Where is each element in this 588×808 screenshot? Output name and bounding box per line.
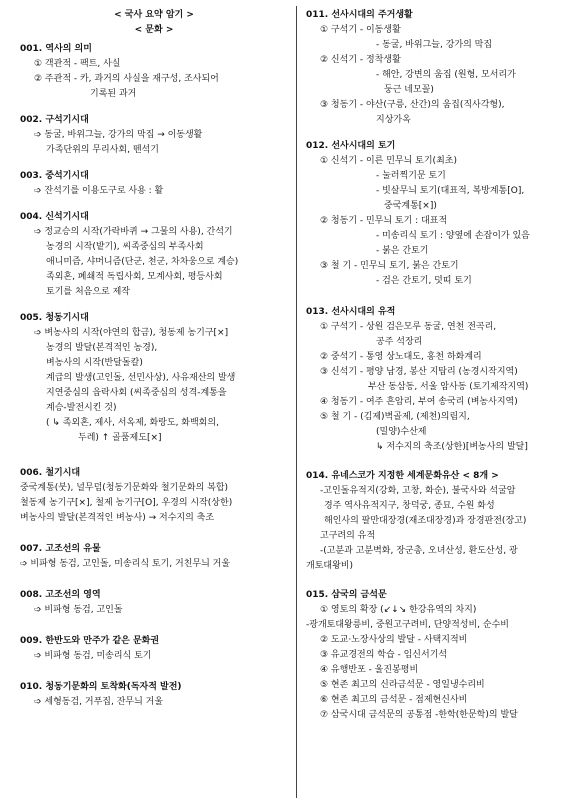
- text-line: 애니미즘, 샤머니즘(단군, 천군, 차차웅으로 계승): [46, 257, 239, 267]
- section-009: [20, 634, 288, 664]
- text-line: ③ 유교경전의 학습 - 임신서기석: [320, 650, 448, 660]
- text-line: 공주 석장리: [376, 337, 423, 347]
- section-011: [306, 8, 576, 128]
- text-line: 가족단위의 무리사회, 뗀석기: [46, 145, 159, 155]
- text-line: 계승-발전시킨 것): [46, 403, 117, 413]
- section-title: 008. 고조선의 영역: [20, 590, 101, 600]
- text-line: ➩ 세형동검, 거푸집, 잔무늬 거울: [34, 697, 164, 707]
- text-line: ② 도교·노장사상의 발달 - 사택지적비: [320, 635, 468, 645]
- section-001: [20, 42, 288, 102]
- text-line: - 눌러찍기문 토기: [376, 171, 446, 181]
- document-title: < 국사 요약 암기 >: [114, 10, 194, 20]
- text-line: ➩ 비파형 동검, 고인돌: [34, 605, 123, 615]
- section-008: [20, 588, 288, 618]
- text-line: 벼농사의 시작(반달돌칼): [46, 358, 143, 368]
- document-subtitle: < 문화 >: [134, 25, 174, 35]
- text-line: ② 청동기 - 민무늬 토기 : 대표적: [320, 216, 448, 226]
- section-title: 013. 선사시대의 유적: [306, 307, 396, 317]
- section-title: 005. 청동기시대: [20, 313, 89, 323]
- text-line: - 동굴, 바위그늘, 강가의 막집: [376, 40, 493, 50]
- text-line: ⑤ 철 기 - (김제)벽골제, (제천)의림지,: [320, 412, 470, 422]
- section-015: [306, 588, 576, 723]
- text-line: ① 구석기 - 이동생활: [320, 25, 401, 35]
- text-line: 개토대왕비): [306, 561, 353, 571]
- section-title: 015. 삼국의 금석문: [306, 590, 387, 600]
- section-title: 004. 신석기시대: [20, 212, 89, 222]
- section-title: 006. 철기시대: [20, 468, 81, 478]
- text-line: ① 객관적 - 팩트, 사실: [34, 59, 121, 69]
- text-line: ③ 청동기 - 야산(구릉, 산간)의 움집(직사각형),: [320, 100, 505, 110]
- text-line: 계급의 발생(고인돌, 선민사상), 사유재산의 발생: [46, 373, 236, 383]
- section-014: [306, 469, 576, 574]
- section-title: 009. 한반도와 만주가 같은 문화권: [20, 636, 160, 646]
- text-line: 고구려의 유적: [320, 531, 376, 541]
- section-title: 003. 중석기시대: [20, 171, 89, 181]
- text-line: ② 주관적 - 카, 과거의 사실을 재구성, 조사되어: [34, 74, 219, 84]
- text-line: 지연중심의 읍락사회 (씨족중심의 성격-계통을: [46, 388, 227, 398]
- text-line: ④ 청동기 - 여주 흔암리, 부여 송국리 (벼농사지역): [320, 397, 518, 407]
- text-line: - 빗살무늬 토기(대표적, 복방계통[O],: [376, 186, 525, 196]
- text-line: ① 구석기 - 상원 검은모루 동굴, 연천 전곡리,: [320, 322, 497, 332]
- text-line: 기록된 과거: [90, 89, 137, 99]
- section-title: 002. 구석기시대: [20, 115, 89, 125]
- section-title: 010. 청동기문화의 토착화(독자적 발전): [20, 682, 182, 692]
- section-title: 001. 역사의 의미: [20, 44, 92, 54]
- section-title: 014. 유네스코가 지정한 세계문화유산 < 8개 >: [306, 471, 499, 481]
- text-line: ➩ 잔석기를 이용도구로 사용 : 활: [34, 186, 164, 196]
- section-003: [20, 169, 288, 199]
- text-line: ➩ 정교승의 시작(가락바퀴 → 그물의 사용), 간석기: [34, 227, 233, 237]
- text-line: - 해안, 강변의 움집 (원형, 모서리가: [376, 70, 516, 80]
- section-005: [20, 311, 288, 446]
- text-line: 농경의 발달(본격적인 농경),: [46, 343, 158, 353]
- text-line: ➩ 동굴, 바위그늘, 강가의 막집 → 이동생활: [34, 130, 203, 140]
- text-line: ➩ 비파형 동검, 미송리식 토기: [34, 651, 152, 661]
- section-013: [306, 305, 576, 455]
- text-line: - 미송리식 토기 : 양옆에 손잡이가 있음: [376, 231, 530, 241]
- section-012: [306, 139, 576, 289]
- left-column: [20, 8, 288, 710]
- section-title: 011. 선사시대의 주거생활: [306, 10, 413, 20]
- text-line: ⑥ 현존 최고의 금석문 - 점제현신사비: [320, 695, 468, 705]
- column-divider: [296, 6, 297, 798]
- text-line: ③ 신석기 - 평양 남경, 봉산 지탑리 (농경시작지역): [320, 367, 518, 377]
- text-line: ① 영토의 확장 (↙↓↘ 한강유역의 차지): [320, 605, 477, 615]
- section-002: [20, 113, 288, 158]
- section-006: [20, 466, 288, 526]
- text-line: - 붉은 간토기: [376, 246, 429, 256]
- text-line: ① 신석기 - 이른 민무늬 토기(최초): [320, 156, 457, 166]
- text-line: ② 신석기 - 정착생활: [320, 55, 401, 65]
- text-line: ➩ 벼농사의 시작(야연의 합금), 청동제 농기구[×]: [34, 328, 229, 338]
- section-007: [20, 542, 288, 572]
- text-line: 두레) ↑ 골품제도[×]: [78, 433, 162, 443]
- text-line: 철동제 농기구[×], 철제 농기구[O], 우경의 시작(상한): [20, 498, 233, 508]
- text-line: -(고분과 고분벽화, 장군총, 오녀산성, 환도산성, 광: [320, 546, 518, 556]
- text-line: -고인돌유적지(강화, 고창, 화순), 불국사와 석굴암: [320, 486, 516, 496]
- text-line: (밀양)수산제: [376, 427, 427, 437]
- section-title: 012. 선사시대의 토기: [306, 141, 396, 151]
- right-column: [306, 8, 576, 723]
- text-line: ⑤ 현존 최고의 신라금석문 - 영일냉수리비: [320, 680, 485, 690]
- text-line: 경주 역사유적지구, 창덕궁, 종묘, 수원 화성: [324, 501, 495, 511]
- text-line: 중국계통[×]): [384, 201, 437, 211]
- text-line: 해인사의 팔만대장경(재조대장경)과 장경판전(장고): [324, 516, 527, 526]
- text-line: - 검은 간토기, 덧띠 토기: [376, 276, 472, 286]
- text-line: 농경의 시작(밭기), 씨족중심의 부족사회: [46, 242, 204, 252]
- text-line: ( ↳ 족외혼, 제사, 서옥제, 화랑도, 화백회의,: [46, 418, 219, 428]
- text-line: 족외혼, 폐쇄적 독립사회, 모계사회, 평등사회: [46, 272, 223, 282]
- text-line: -광개토대왕릉비, 중원고구려비, 단양적성비, 순수비: [306, 620, 509, 630]
- text-line: ➩ 비파형 동검, 고인돌, 미송리식 토기, 거친무늬 거울: [20, 559, 231, 569]
- text-line: 둥근 네모꼴): [384, 85, 434, 95]
- text-line: ④ 유행반포 - 울진봉평비: [320, 665, 419, 675]
- text-line: 중국계통(붓), 널무덤(청동기문화와 철기문화의 복합): [20, 483, 229, 493]
- text-line: ⑦ 삼국시대 금석문의 공통점 -한학(한문학)의 발달: [320, 710, 518, 720]
- text-line: 지상가옥: [376, 115, 411, 125]
- text-line: ③ 철 기 - 민무늬 토기, 붉은 간토기: [320, 261, 459, 271]
- text-line: ↳ 저수지의 축조(상한)[벼농사의 발달]: [376, 442, 528, 452]
- text-line: 벼농사의 발달(본격적인 벼농사) → 저수지의 축조: [20, 513, 215, 523]
- text-line: ② 중석기 - 통영 상노대도, 홍천 하화계리: [320, 352, 482, 362]
- section-title: 007. 고조선의 유물: [20, 544, 101, 554]
- section-010: [20, 680, 288, 710]
- section-004: [20, 210, 288, 300]
- text-line: 부산 동삼동, 서울 암사동 (토기제작지역): [368, 382, 529, 392]
- text-line: 토기를 처음으로 제작: [46, 287, 130, 297]
